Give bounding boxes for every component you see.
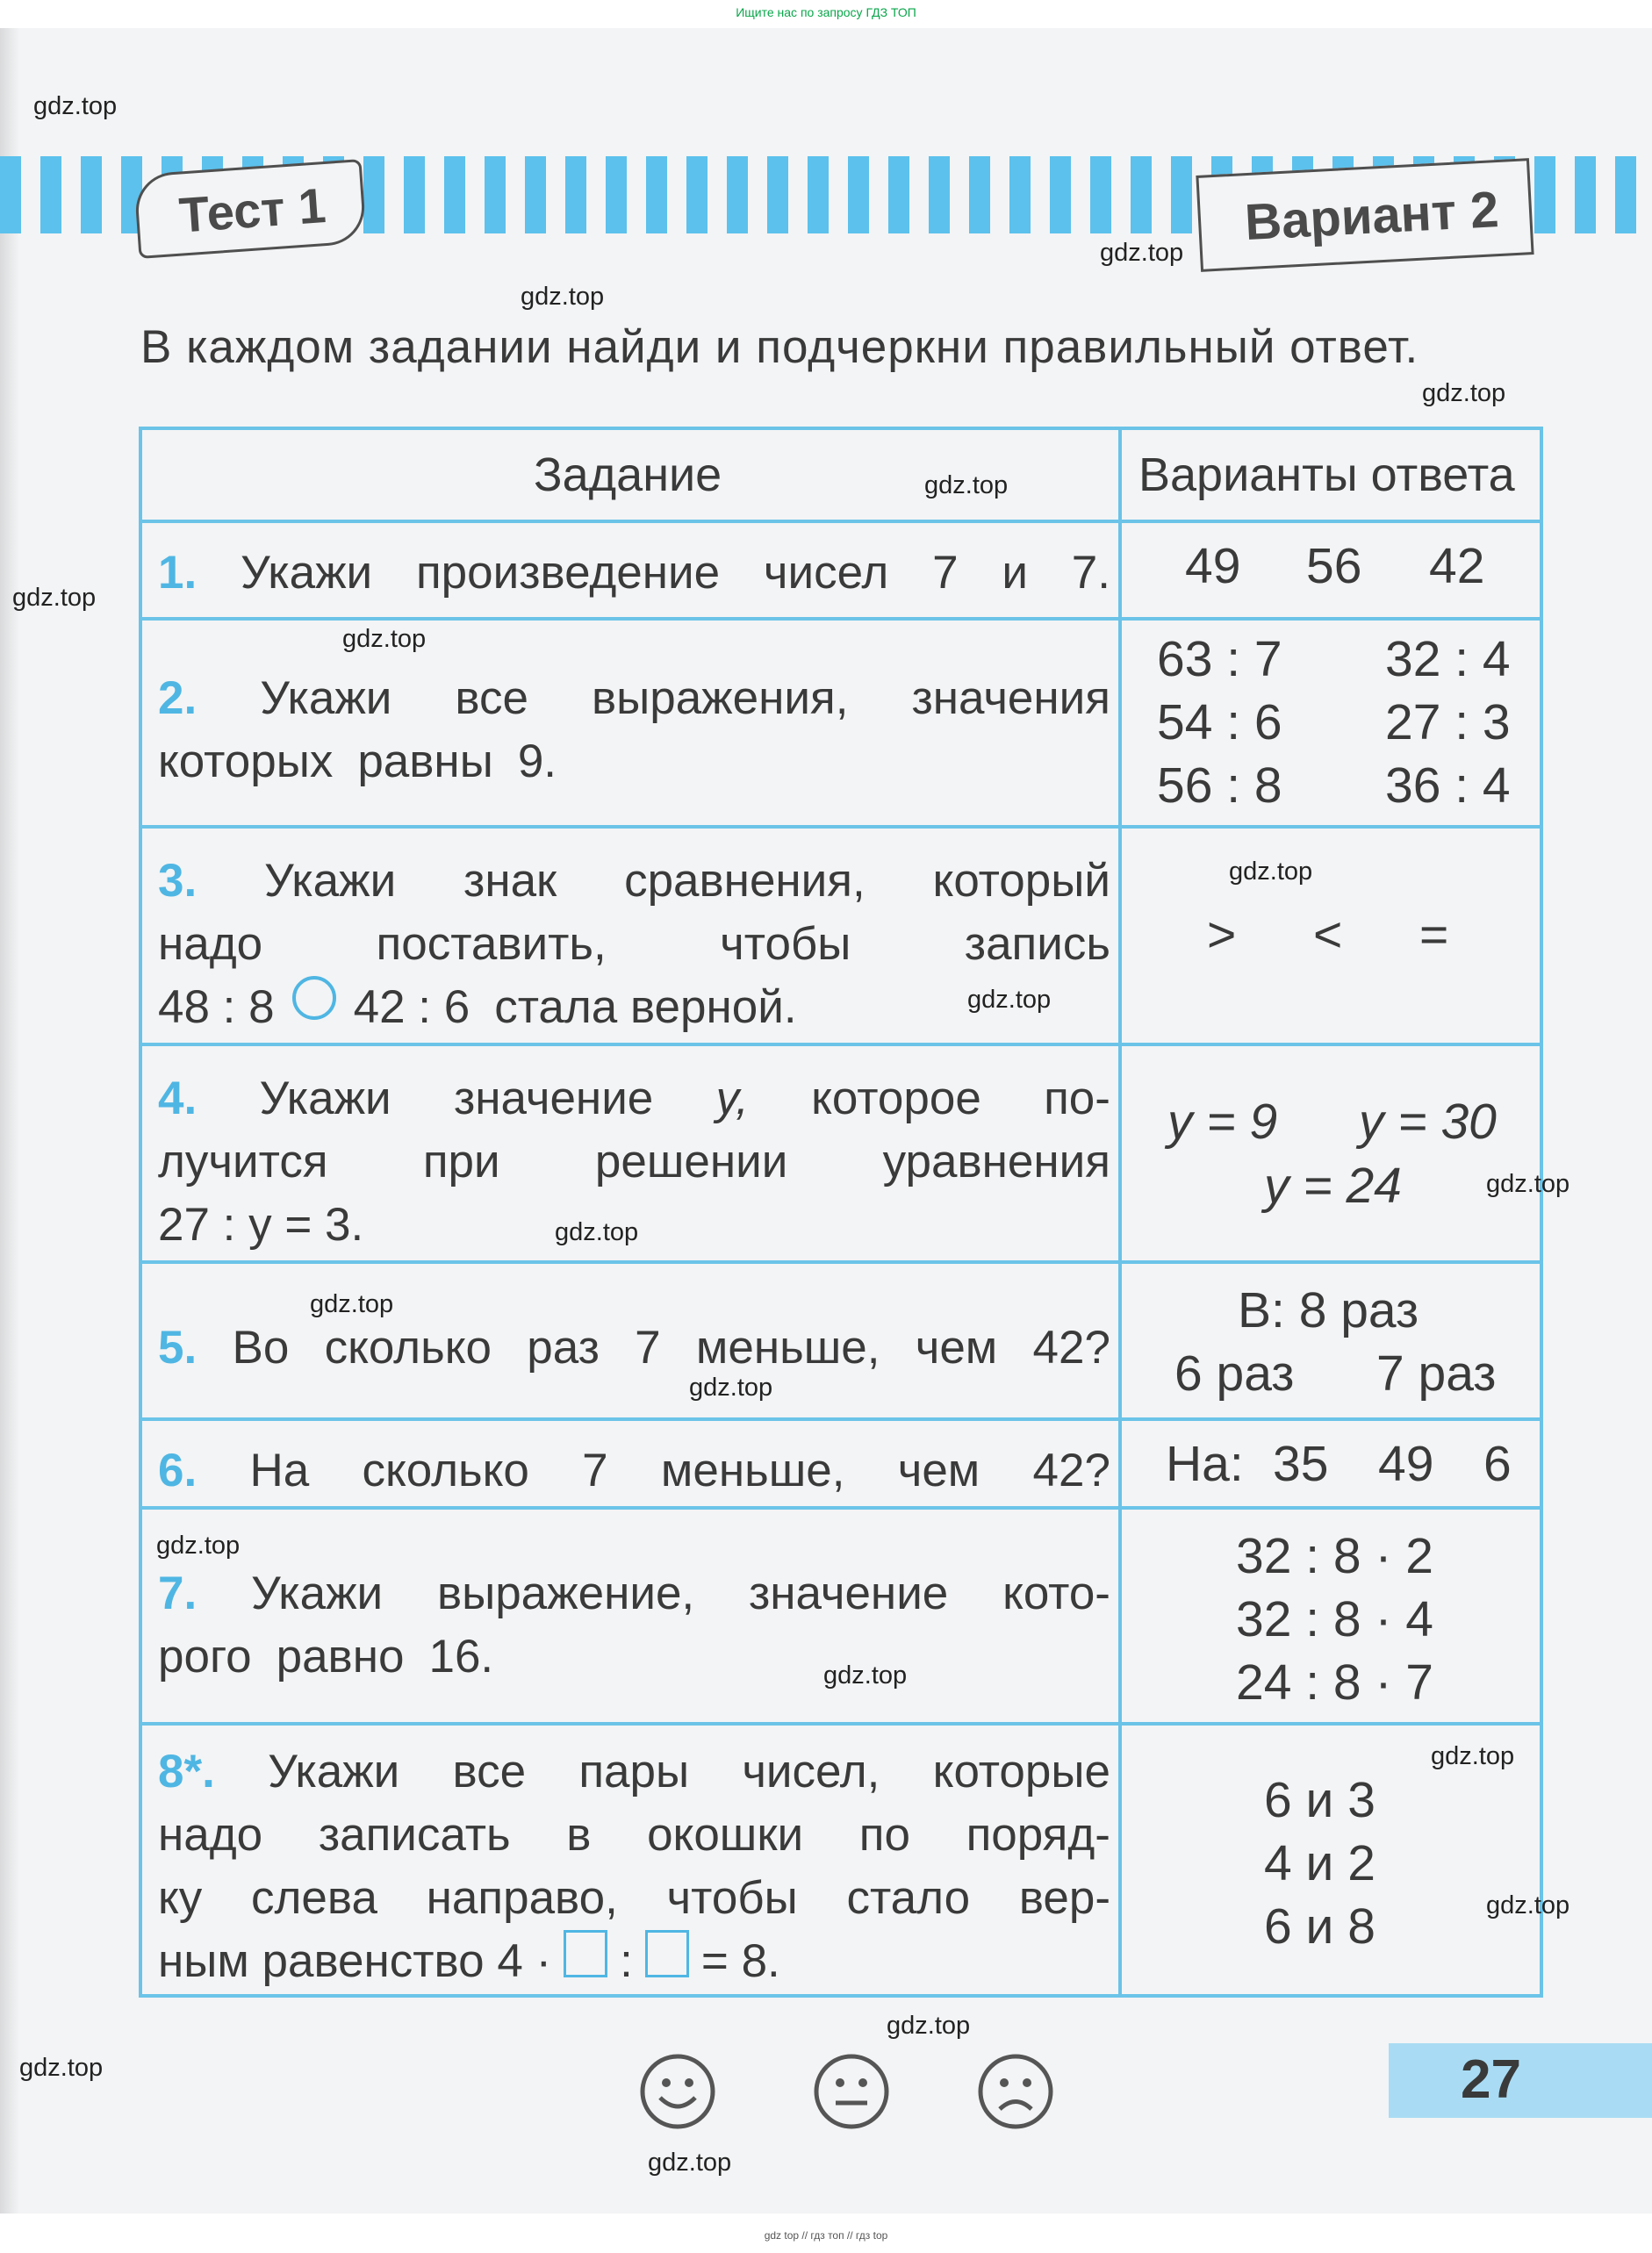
task-word: 16. <box>428 1631 494 1683</box>
watermark: gdz.top <box>156 1532 241 1560</box>
answer-option[interactable]: 4 и 2 <box>1264 1835 1375 1891</box>
task-word: равны <box>357 735 493 787</box>
column-header-answers: Варианты ответа <box>1138 448 1515 501</box>
page-fold-shadow <box>0 28 19 2214</box>
watermark: gdz.top <box>12 584 97 612</box>
task-word: уравнения <box>882 1136 1110 1187</box>
task-word: Укажи <box>250 1568 384 1619</box>
task-word: слева <box>251 1872 377 1924</box>
task-number: 7. <box>158 1568 198 1619</box>
answer-option[interactable]: 6 раз <box>1174 1345 1295 1402</box>
task-word: сколько <box>362 1445 529 1496</box>
answer-option[interactable]: 6 и 8 <box>1264 1898 1375 1955</box>
watermark: gdz.top <box>342 625 427 653</box>
comparison-circle[interactable] <box>292 976 336 1020</box>
neutral-face-icon[interactable] <box>812 2052 891 2131</box>
header-stripe <box>363 156 384 233</box>
task-row-2 <box>158 667 1110 793</box>
header-stripe <box>444 156 465 233</box>
task-word: сравнения, <box>624 855 866 907</box>
task-word: равно <box>276 1631 405 1683</box>
task-word: которое <box>811 1073 981 1124</box>
header-note[interactable]: Ищите нас по запросу ГДЗ ТОП <box>736 5 916 19</box>
task-word: Во <box>232 1322 290 1374</box>
watermark: gdz.top <box>1431 1742 1515 1770</box>
task-word: которые <box>932 1746 1110 1797</box>
task-word: раз <box>527 1322 600 1374</box>
task-word: y, <box>715 1073 749 1124</box>
header-stripe <box>686 156 707 233</box>
task-number: 2. <box>158 672 198 724</box>
task-word: поставить, <box>376 918 607 970</box>
watermark: gdz.top <box>1422 379 1506 407</box>
task-word: сколько <box>324 1322 492 1374</box>
task-number: 1. <box>158 547 198 599</box>
task-word: запись <box>964 918 1110 970</box>
task-word: кото- <box>1002 1568 1110 1619</box>
header-stripe <box>848 156 869 233</box>
task-word: стала верной. <box>494 981 797 1033</box>
answer-option[interactable]: 24 : 8 · 7 <box>1236 1654 1433 1711</box>
task-word: надо <box>158 1809 263 1861</box>
row-divider <box>139 1722 1543 1726</box>
watermark: gdz.top <box>887 2012 971 2040</box>
watermark: gdz.top <box>1229 857 1313 886</box>
task-word: при <box>422 1136 500 1187</box>
expression-right: 42 : 6 <box>353 981 470 1033</box>
watermark: gdz.top <box>823 1661 908 1690</box>
answer-option[interactable]: > <box>1207 907 1237 963</box>
answer-option[interactable]: 63 : 7 <box>1157 631 1282 687</box>
answer-option[interactable]: y = 9 <box>1167 1094 1278 1150</box>
task-word: значение <box>453 1073 654 1124</box>
header-stripe <box>1575 156 1596 233</box>
watermark: gdz.top <box>1486 1170 1570 1198</box>
header-stripe <box>1009 156 1031 233</box>
task-number: 3. <box>158 855 198 907</box>
test-label: Тест 1 <box>177 177 328 243</box>
task-word: выражение, <box>436 1568 695 1619</box>
header-stripe <box>565 156 586 233</box>
happy-face-icon[interactable] <box>638 2052 717 2131</box>
answer-option[interactable]: 27 : 3 <box>1385 694 1511 750</box>
header-stripe <box>929 156 950 233</box>
task-word: выражения, <box>591 672 849 724</box>
task-word: Укажи <box>264 855 397 907</box>
watermark: gdz.top <box>521 283 605 311</box>
answer-option[interactable]: 56 : 8 <box>1157 757 1282 814</box>
answer-option[interactable]: 49 <box>1378 1436 1434 1492</box>
task-word: меньше, <box>695 1322 880 1374</box>
page-number: 27 <box>1461 2049 1521 2110</box>
task-word: Укажи <box>259 1073 391 1124</box>
equation: 27 : y = 3. <box>158 1199 364 1251</box>
task-row-7 <box>158 1562 1110 1689</box>
header-stripe <box>404 156 425 233</box>
task-word: направо, <box>426 1872 618 1924</box>
watermark: gdz.top <box>1100 239 1184 267</box>
task-word: чем <box>915 1322 998 1374</box>
equation-end: = 8. <box>700 1935 780 1987</box>
watermark: gdz.top <box>1486 1891 1570 1919</box>
answer-label: На: <box>1166 1436 1244 1492</box>
footer-note[interactable]: gdz top // гдз топ // гдз top <box>764 2229 888 2242</box>
header-stripe <box>1534 156 1555 233</box>
header-stripe <box>1050 156 1071 233</box>
task-word: 42? <box>1032 1445 1110 1496</box>
task-row-6 <box>158 1439 1110 1503</box>
answer-option[interactable]: 35 <box>1273 1436 1329 1492</box>
answer-option[interactable]: 36 : 4 <box>1385 757 1511 814</box>
task-word: 7 <box>582 1445 608 1496</box>
answer-option[interactable]: = <box>1419 907 1449 963</box>
task-word: 7 <box>932 547 959 599</box>
task-word: и <box>1002 547 1028 599</box>
task-word: чисел, <box>742 1746 880 1797</box>
watermark: gdz.top <box>33 92 118 120</box>
table-header-divider <box>139 520 1543 523</box>
row-divider <box>139 1506 1543 1510</box>
answer-box-2[interactable] <box>645 1930 689 1977</box>
header-stripe <box>40 156 61 233</box>
task-word: Укажи <box>268 1746 400 1797</box>
watermark: gdz.top <box>648 2149 732 2177</box>
task-word: чем <box>897 1445 980 1496</box>
task-word: 9. <box>517 735 557 787</box>
answer-option[interactable]: 32 : 8 · 2 <box>1236 1528 1433 1584</box>
watermark: gdz.top <box>19 2054 104 2082</box>
watermark: gdz.top <box>689 1374 773 1402</box>
equation-divide: : <box>620 1935 633 1987</box>
answer-option[interactable]: 32 : 8 · 4 <box>1236 1591 1433 1647</box>
task-word: Укажи <box>240 547 373 599</box>
page-number-box <box>1389 2043 1652 2118</box>
variant-label-tab <box>1196 158 1533 272</box>
row-divider <box>139 825 1543 829</box>
header-stripe <box>606 156 627 233</box>
answer-option[interactable]: В: 8 раз <box>1238 1282 1419 1338</box>
header-stripe <box>525 156 546 233</box>
task-word: значение <box>748 1568 949 1619</box>
task-number: 4. <box>158 1073 198 1124</box>
task-row-5 <box>158 1317 1110 1380</box>
task-word: ку <box>158 1872 203 1924</box>
header-stripe <box>0 156 21 233</box>
answer-option[interactable]: 56 <box>1306 538 1362 594</box>
task-number: 8*. <box>158 1746 215 1797</box>
task-word: надо <box>158 918 263 970</box>
header-stripe <box>727 156 748 233</box>
watermark: gdz.top <box>924 471 1009 499</box>
task-word: по- <box>1044 1073 1110 1124</box>
task-word: окошки <box>647 1809 804 1861</box>
sad-face-icon[interactable] <box>976 2052 1055 2131</box>
answer-option[interactable]: 7 раз <box>1376 1345 1497 1402</box>
task-word: Укажи <box>260 672 392 724</box>
task-word: 7. <box>1071 547 1110 599</box>
header-stripe <box>81 156 102 233</box>
expression-left: 48 : 8 <box>158 981 275 1033</box>
header-stripe <box>485 156 506 233</box>
task-number: 6. <box>158 1445 198 1496</box>
task-word: стало <box>846 1872 971 1924</box>
watermark: gdz.top <box>555 1218 639 1246</box>
task-word: по <box>858 1809 910 1861</box>
header-stripe <box>767 156 788 233</box>
task-word: в <box>566 1809 592 1861</box>
task-word: пары <box>578 1746 690 1797</box>
answer-option[interactable]: 49 <box>1185 538 1241 594</box>
task-word: 42? <box>1032 1322 1110 1374</box>
watermark: gdz.top <box>310 1290 394 1318</box>
answer-option[interactable]: 54 : 6 <box>1157 694 1282 750</box>
header-stripe <box>888 156 909 233</box>
answer-option[interactable]: 6 <box>1483 1436 1512 1492</box>
task-number: 5. <box>158 1322 198 1374</box>
watermark: gdz.top <box>967 986 1052 1014</box>
task-row-8 <box>158 1740 1110 1993</box>
task-word: который <box>932 855 1110 907</box>
table-column-divider <box>1118 427 1122 1998</box>
answer-option[interactable]: 6 и 3 <box>1264 1772 1375 1828</box>
task-word: произведение <box>415 547 721 599</box>
task-word: значения <box>911 672 1110 724</box>
task-word: решении <box>594 1136 788 1187</box>
answer-box-1[interactable] <box>564 1930 607 1977</box>
header-stripe <box>969 156 990 233</box>
task-row-1 <box>158 542 1110 605</box>
equation-start: ным равенство 4 · <box>158 1935 552 1987</box>
column-header-task: Задание <box>534 448 722 501</box>
task-word: рого <box>158 1631 252 1683</box>
answer-option[interactable]: 42 <box>1429 538 1485 594</box>
row-divider <box>139 1260 1543 1264</box>
task-word: все <box>455 672 528 724</box>
task-word: чтобы <box>666 1872 798 1924</box>
header-stripe <box>646 156 667 233</box>
task-word: На <box>249 1445 310 1496</box>
task-word: чтобы <box>720 918 851 970</box>
row-divider <box>139 617 1543 621</box>
task-word: вер- <box>1018 1872 1110 1924</box>
instruction-text: В каждом задании найди и подчеркни правильный ответ. <box>140 321 1419 373</box>
task-word: записать <box>318 1809 511 1861</box>
header-stripe <box>1090 156 1111 233</box>
row-divider <box>139 1043 1543 1046</box>
header-stripe <box>1131 156 1152 233</box>
test-label-tab <box>133 159 367 259</box>
task-word: чисел <box>763 547 889 599</box>
task-word: меньше, <box>660 1445 845 1496</box>
variant-label: Вариант 2 <box>1243 181 1500 252</box>
task-word: поряд- <box>966 1809 1110 1861</box>
answer-option[interactable]: y = 24 <box>1264 1158 1402 1214</box>
task-word: знак <box>463 855 557 907</box>
header-stripe <box>1615 156 1636 233</box>
answer-option[interactable]: y = 30 <box>1359 1094 1497 1150</box>
task-word: 7 <box>635 1322 661 1374</box>
task-word: все <box>452 1746 527 1797</box>
task-word: которых <box>158 735 334 787</box>
task-word: лучится <box>158 1136 328 1187</box>
row-divider <box>139 1417 1543 1421</box>
header-stripe <box>1171 156 1192 233</box>
header-stripe <box>808 156 829 233</box>
answer-option[interactable]: 32 : 4 <box>1385 631 1511 687</box>
answer-option[interactable]: < <box>1313 907 1343 963</box>
